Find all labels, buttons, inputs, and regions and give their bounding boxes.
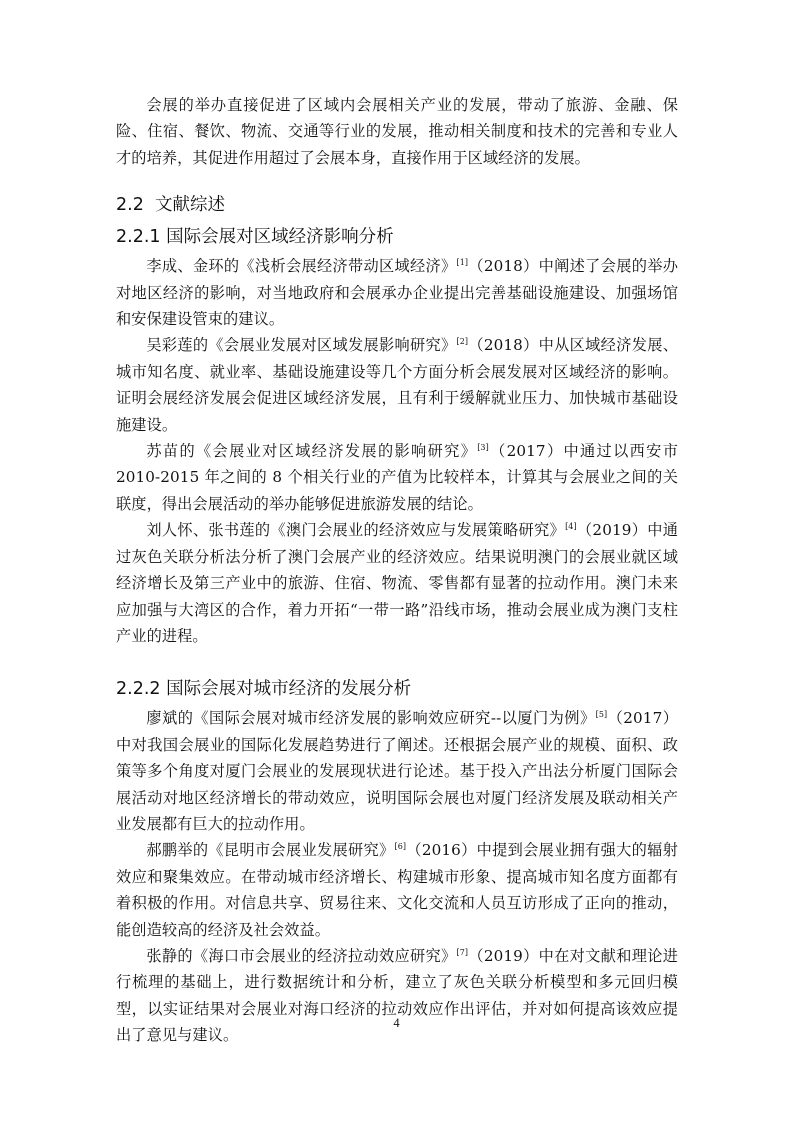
para-text: 郝鹏举的《昆明市会展业发展研究》	[146, 841, 395, 860]
para-text: （2018）中从区域经济发展、城市知名度、就业率、基础设施建设等几个方面分析会展发展对区域经济的影响。证明会展经济发展会促进区域经济发展，且有利于缓解就业压力、加快城市基础设施建设。	[116, 336, 678, 434]
para-text: 苏苗的《会展业对区域经济发展的影响研究》	[146, 442, 478, 461]
para-text: 李成、金环的《浅析会展经济带动区域经济》	[146, 257, 457, 276]
section-number: 2.2.2	[116, 679, 161, 700]
literature-paragraph	[116, 705, 678, 837]
para-text: （2016）中提到会展业拥有强大的辐射效应和聚集效应。在带动城市经济增长、构建城市形象、提高城市知名度方面都有着积极的作用。对信息共享、贸易往来、文化交流和人员互访形成了正向的推动，能创造较高的经济及社会效益。	[116, 841, 678, 939]
section-number: 2.2	[116, 195, 144, 216]
intro-paragraph: 会展的举办直接促进了区域内会展相关产业的发展，带动了旅游、金融、保险、住宿、餐饮、物流、交通等行业的发展，推动相关制度和技术的完善和专业人才的培养，其促进作用超过了会展本身，直接作用于区域经济的发展。	[116, 96, 678, 167]
literature-paragraph	[116, 438, 678, 517]
citation-ref: [2]	[456, 337, 469, 347]
document-body	[116, 92, 678, 1049]
para-text: 吴彩莲的《会展业发展对区域发展影响研究》	[146, 336, 457, 355]
section-heading-2-2-1	[116, 225, 678, 249]
citation-ref: [1]	[456, 258, 469, 268]
section-heading-2-2-2	[116, 677, 678, 701]
para-text: 刘人怀、张书莲的《澳门会展业的经济效应与发展策略研究》	[146, 521, 566, 540]
section-number: 2.2.1	[116, 227, 161, 248]
citation-ref: [4]	[565, 522, 577, 532]
section-title: 文献综述	[154, 195, 225, 216]
para-text: （2017）中对我国会展业的国际化发展趋势进行了阐述。还根据会展产业的规模、面积、政策等多个角度对厦门会展业的发展现状进行论述。基于投入产出法分析厦门国际会展活动对地区经济增长的带动效应，说明国际会展也对厦门经济发展及联动相关产业发展都有巨大的拉动作用。	[116, 709, 678, 833]
para-text: 张静的《海口市会展业的经济拉动效应研究》	[146, 946, 457, 965]
section-title: 国际会展对城市经济的发展分析	[166, 679, 412, 700]
section-title: 国际会展对区域经济影响分析	[166, 227, 394, 248]
literature-paragraph	[116, 943, 678, 1049]
section-heading-2-2	[116, 193, 678, 217]
para-text: （2019）中在对文献和理论进行梳理的基础上，进行数据统计和分析，建立了灰色关联分析模型和多元回归模型，以实证结果对会展业对海口经济的拉动效应作出评估，并对如何提高该效应提出了意见与建议。	[116, 946, 678, 1045]
citation-ref: [3]	[477, 443, 489, 452]
para-text: 廖斌的《国际会展对城市经济发展的影响效应研究--以厦门为例》	[146, 709, 596, 728]
citation-ref: [6]	[394, 842, 407, 852]
literature-paragraph	[116, 253, 678, 332]
para-text: （2019）中通过灰色关联分析法分析了澳门会展产业的经济效应。结果说明澳门的会展业就区域经济增长及第三产业中的旅游、住宿、物流、零售都有显著的拉动作用。澳门未来应加强与大湾区的合作，着力开拓“一带一路”沿线市场，推动会展业成为澳门支柱产业的进程。	[116, 521, 678, 645]
literature-paragraph	[116, 332, 678, 438]
page-number: 4	[393, 1016, 400, 1030]
literature-paragraph	[116, 517, 678, 649]
literature-paragraph	[116, 837, 678, 943]
citation-ref: [7]	[456, 947, 469, 957]
para-text: （2018）中阐述了会展的举办对地区经济的影响，对当地政府和会展承办企业提出完善基础设施建设、加强场馆和安保建设管束的建议。	[116, 257, 678, 329]
citation-ref: [5]	[595, 710, 608, 720]
para-text: （2017）中通过以西安市 2010-2015 年之间的 8 个相关行业的产值为比较样本，计算其与会展业之间的关联度，得出会展活动的举办能够促进旅游发展的结论。	[116, 442, 679, 513]
